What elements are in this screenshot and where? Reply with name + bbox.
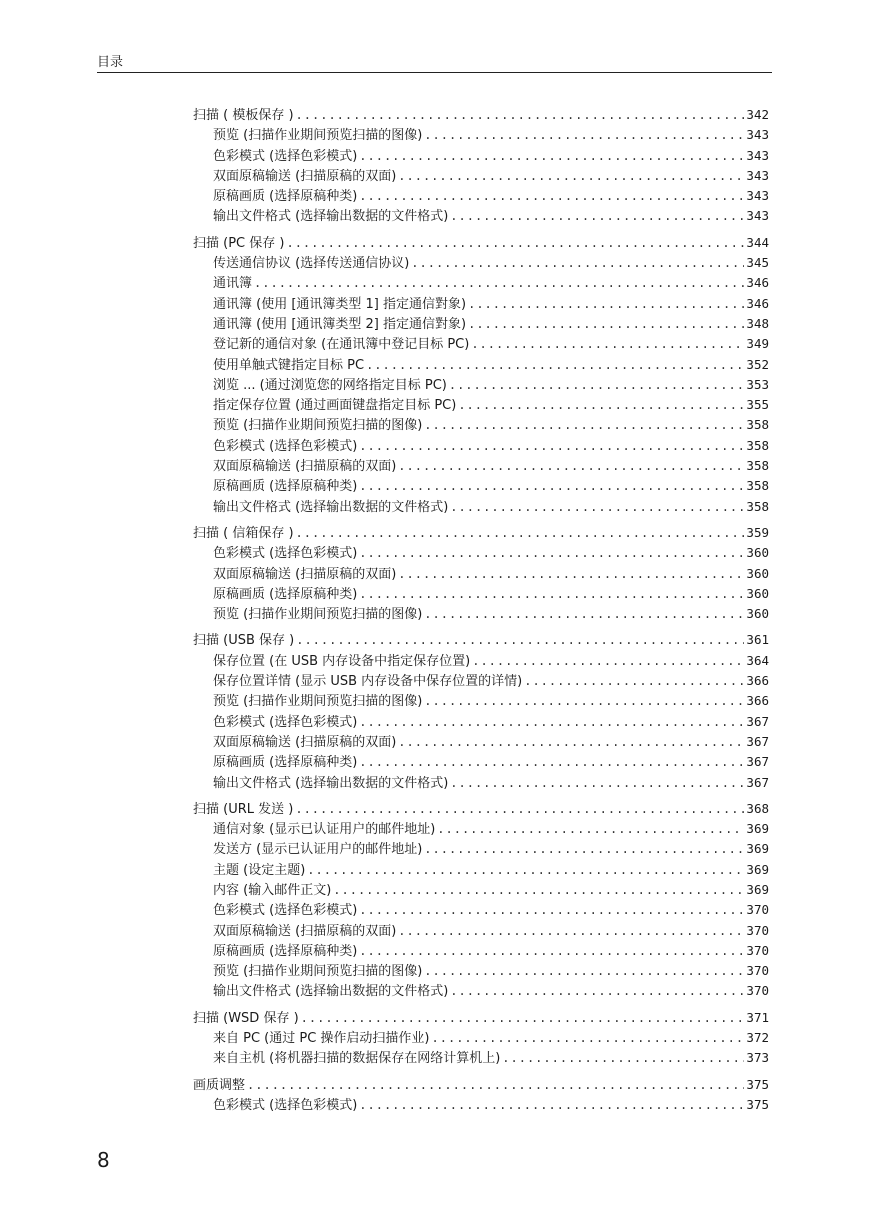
dot-leader	[359, 543, 744, 563]
toc-item[interactable]	[193, 253, 769, 273]
dot-leader	[398, 732, 744, 752]
toc-item-page-number: 369	[746, 881, 769, 897]
dot-leader	[398, 564, 744, 584]
toc-item-page-number: 358	[746, 437, 769, 453]
dot-leader	[449, 375, 745, 395]
toc-item[interactable]	[193, 294, 769, 314]
toc-item-page-number: 353	[746, 376, 769, 392]
toc-item-label: 色彩模式 (选择色彩模式)	[213, 148, 358, 164]
dot-leader	[437, 819, 744, 839]
toc-item[interactable]	[193, 415, 769, 435]
dot-leader	[472, 651, 744, 671]
toc-item-label: 通讯簿 (使用 [通讯簿类型 2] 指定通信對象)	[213, 316, 467, 332]
dot-leader	[502, 1048, 744, 1068]
toc-item-page-number: 360	[746, 606, 769, 622]
toc-item-label: 输出文件格式 (选择输出数据的文件格式)	[213, 499, 449, 515]
toc-item[interactable]	[193, 273, 769, 293]
toc-item-label: 双面原稿输送 (扫描原稿的双面)	[213, 923, 397, 939]
toc-item[interactable]	[193, 961, 769, 981]
toc-item[interactable]	[193, 456, 769, 476]
toc-item-label: 原稿画质 (选择原稿种类)	[213, 586, 358, 602]
toc-section-heading-label: 扫描 (USB 保存 )	[193, 633, 295, 649]
toc-section-heading-page-number: 361	[746, 632, 769, 648]
toc-section	[193, 233, 769, 517]
toc-item[interactable]	[193, 395, 769, 415]
header-rule	[97, 72, 772, 73]
toc-item-label: 预览 (扫描作业期间预览扫描的图像)	[213, 607, 423, 623]
toc-item[interactable]	[193, 1028, 769, 1048]
toc-item[interactable]	[193, 146, 769, 166]
toc-item[interactable]	[193, 543, 769, 563]
toc-section-heading[interactable]	[193, 233, 769, 253]
toc-item-page-number: 343	[746, 127, 769, 143]
toc-item-label: 双面原稿输送 (扫描原稿的双面)	[213, 168, 397, 184]
toc-item[interactable]	[193, 1048, 769, 1068]
toc-section	[193, 799, 769, 1002]
toc-section-heading-page-number: 375	[746, 1076, 769, 1092]
toc-item[interactable]	[193, 860, 769, 880]
toc-item-page-number: 352	[746, 356, 769, 372]
toc-item[interactable]	[193, 732, 769, 752]
dot-leader	[398, 166, 744, 186]
toc-item-label: 登记新的通信对象 (在通讯簿中登记目标 PC)	[213, 337, 470, 353]
toc-item[interactable]	[193, 941, 769, 961]
toc-item-page-number: 370	[746, 902, 769, 918]
toc-item-page-number: 360	[746, 585, 769, 601]
dot-leader	[247, 1075, 744, 1095]
toc-section-heading-label: 画质调整	[193, 1077, 246, 1093]
toc-item-page-number: 369	[746, 861, 769, 877]
dot-leader	[359, 1095, 744, 1115]
toc-item-label: 预览 (扫描作业期间预览扫描的图像)	[213, 128, 423, 144]
toc-item[interactable]	[193, 773, 769, 793]
toc-item-page-number: 343	[746, 147, 769, 163]
toc-item-label: 使用单触式键指定目标 PC	[213, 357, 365, 373]
toc-section-heading-page-number: 371	[746, 1009, 769, 1025]
toc-item[interactable]	[193, 691, 769, 711]
toc-item-label: 色彩模式 (选择色彩模式)	[213, 903, 358, 919]
dot-leader	[450, 773, 744, 793]
toc-section-heading-page-number: 344	[746, 234, 769, 250]
toc-item-label: 色彩模式 (选择色彩模式)	[213, 714, 358, 730]
dot-leader	[471, 334, 744, 354]
toc-section-heading-label: 扫描 ( 模板保存 )	[193, 108, 294, 123]
toc-item-page-number: 375	[746, 1096, 769, 1112]
toc-section-heading-page-number: 368	[746, 800, 769, 816]
toc-item-label: 来自主机 (将机器扫描的数据保存在网络计算机上)	[213, 1051, 501, 1067]
toc-section-heading[interactable]	[193, 523, 769, 543]
toc-item[interactable]	[193, 604, 769, 624]
dot-leader	[359, 941, 744, 961]
toc-item[interactable]	[193, 436, 769, 456]
toc-section	[193, 630, 769, 792]
toc-item-page-number: 358	[746, 458, 769, 474]
toc-item-label: 输出文件格式 (选择输出数据的文件格式)	[213, 775, 449, 791]
dot-leader	[359, 712, 744, 732]
toc-item-page-number: 348	[746, 315, 769, 331]
toc-item[interactable]	[193, 166, 769, 186]
toc-section-heading[interactable]	[193, 105, 769, 125]
toc-item-label: 通信对象 (显示已认证用户的邮件地址)	[213, 822, 436, 838]
dot-leader	[301, 1008, 745, 1028]
dot-leader	[398, 456, 744, 476]
toc-item-page-number: 372	[746, 1030, 769, 1046]
toc-item[interactable]	[193, 839, 769, 859]
toc-item-page-number: 343	[746, 167, 769, 183]
toc-item-label: 原稿画质 (选择原稿种类)	[213, 479, 358, 495]
toc-item-page-number: 370	[746, 942, 769, 958]
toc-item-page-number: 346	[746, 295, 769, 311]
toc-item-label: 原稿画质 (选择原稿种类)	[213, 189, 358, 205]
toc-item-label: 原稿画质 (选择原稿种类)	[213, 755, 358, 771]
dot-leader	[458, 395, 744, 415]
toc-item-label: 输出文件格式 (选择输出数据的文件格式)	[213, 209, 449, 225]
page-number: 8	[97, 1148, 110, 1172]
toc-item-label: 指定保存位置 (通过画面键盘指定目标 PC)	[213, 398, 457, 414]
toc-item-page-number: 367	[746, 774, 769, 790]
toc-item-page-number: 358	[746, 478, 769, 494]
dot-leader	[359, 900, 744, 920]
toc-section-heading-label: 扫描 (WSD 保存 )	[193, 1010, 299, 1026]
toc-item-page-number: 369	[746, 821, 769, 837]
dot-leader	[296, 630, 744, 650]
toc-item-label: 预览 (扫描作业期间预览扫描的图像)	[213, 694, 423, 710]
toc-item-label: 双面原稿输送 (扫描原稿的双面)	[213, 734, 397, 750]
dot-leader	[359, 186, 744, 206]
toc-item-label: 浏览 ... (通过浏览您的网络指定目标 PC)	[213, 377, 447, 393]
toc-item[interactable]	[193, 375, 769, 395]
dot-leader	[411, 253, 744, 273]
dot-leader	[359, 584, 744, 604]
toc-item-label: 发送方 (显示已认证用户的邮件地址)	[213, 842, 423, 858]
toc-item[interactable]	[193, 752, 769, 772]
toc-item[interactable]	[193, 819, 769, 839]
table-of-contents	[193, 105, 769, 1121]
toc-item-label: 色彩模式 (选择色彩模式)	[213, 1097, 358, 1113]
toc-item-label: 保存位置详情 (显示 USB 内存设备中保存位置的详情)	[213, 674, 523, 690]
dot-leader	[524, 671, 744, 691]
toc-item[interactable]	[193, 712, 769, 732]
dot-leader	[424, 415, 744, 435]
toc-item-label: 色彩模式 (选择色彩模式)	[213, 546, 358, 562]
dot-leader	[424, 604, 744, 624]
toc-item-label: 预览 (扫描作业期间预览扫描的图像)	[213, 418, 423, 434]
toc-item-page-number: 358	[746, 417, 769, 433]
toc-item-page-number: 349	[746, 336, 769, 352]
toc-item-page-number: 358	[746, 498, 769, 514]
toc-item[interactable]	[193, 334, 769, 354]
toc-item-label: 内容 (输入邮件正文)	[213, 882, 332, 898]
dot-leader	[424, 839, 744, 859]
toc-item-page-number: 346	[746, 275, 769, 291]
dot-leader	[295, 799, 744, 819]
dot-leader	[424, 125, 744, 145]
toc-section-heading-label: 扫描 (PC 保存 )	[193, 235, 285, 251]
toc-item-page-number: 364	[746, 652, 769, 668]
toc-item-page-number: 373	[746, 1050, 769, 1066]
toc-item-page-number: 360	[746, 545, 769, 561]
dot-leader	[432, 1028, 745, 1048]
toc-item-label: 色彩模式 (选择色彩模式)	[213, 438, 358, 454]
toc-item-page-number: 355	[746, 397, 769, 413]
toc-item-label: 主题 (设定主题)	[213, 862, 306, 878]
toc-item[interactable]	[193, 900, 769, 920]
dot-leader	[424, 691, 744, 711]
toc-item[interactable]	[193, 921, 769, 941]
dot-leader	[359, 436, 744, 456]
header-title: 目录	[97, 55, 124, 70]
toc-item[interactable]	[193, 671, 769, 691]
toc-item[interactable]	[193, 476, 769, 496]
toc-item-page-number: 360	[746, 565, 769, 581]
toc-item-label: 保存位置 (在 USB 内存设备中指定保存位置)	[213, 653, 471, 669]
toc-item-page-number: 367	[746, 733, 769, 749]
toc-section-heading[interactable]	[193, 799, 769, 819]
dot-leader	[424, 961, 744, 981]
toc-item-label: 输出文件格式 (选择输出数据的文件格式)	[213, 984, 449, 1000]
toc-item-page-number: 369	[746, 841, 769, 857]
toc-item[interactable]	[193, 314, 769, 334]
dot-leader	[254, 273, 744, 293]
toc-section-heading-label: 扫描 (URL 发送 )	[193, 801, 294, 817]
toc-item-label: 原稿画质 (选择原稿种类)	[213, 943, 358, 959]
dot-leader	[450, 497, 744, 517]
toc-item-page-number: 343	[746, 188, 769, 204]
toc-item-page-number: 366	[746, 693, 769, 709]
dot-leader	[333, 880, 744, 900]
toc-item-page-number: 370	[746, 963, 769, 979]
toc-section-heading-page-number: 342	[746, 107, 769, 122]
dot-leader	[398, 921, 744, 941]
toc-section	[193, 523, 769, 624]
dot-leader	[468, 294, 744, 314]
toc-section-heading-label: 扫描 ( 信箱保存 )	[193, 525, 294, 541]
dot-leader	[359, 476, 744, 496]
dot-leader	[286, 233, 744, 253]
toc-item-label: 通讯簿 (使用 [通讯簿类型 1] 指定通信對象)	[213, 296, 467, 312]
dot-leader	[296, 105, 745, 125]
dot-leader	[296, 523, 745, 543]
dot-leader	[468, 314, 744, 334]
toc-item[interactable]	[193, 125, 769, 145]
toc-item[interactable]	[193, 355, 769, 375]
toc-item-page-number: 367	[746, 754, 769, 770]
toc-section-heading[interactable]	[193, 1008, 769, 1028]
toc-item-label: 预览 (扫描作业期间预览扫描的图像)	[213, 964, 423, 980]
toc-item[interactable]	[193, 981, 769, 1001]
toc-item[interactable]	[193, 651, 769, 671]
dot-leader	[359, 146, 744, 166]
toc-item[interactable]	[193, 1095, 769, 1115]
toc-item-label: 双面原稿输送 (扫描原稿的双面)	[213, 459, 397, 475]
toc-item[interactable]	[193, 880, 769, 900]
toc-section-heading-page-number: 359	[746, 524, 769, 540]
toc-item[interactable]	[193, 584, 769, 604]
dot-leader	[450, 206, 744, 226]
toc-item-label: 通讯簿	[213, 276, 253, 292]
dot-leader	[366, 355, 744, 375]
toc-section-heading[interactable]	[193, 630, 769, 650]
toc-section	[193, 105, 769, 227]
toc-item-page-number: 367	[746, 713, 769, 729]
toc-item[interactable]	[193, 206, 769, 226]
toc-item[interactable]	[193, 564, 769, 584]
toc-item[interactable]	[193, 497, 769, 517]
dot-leader	[450, 981, 744, 1001]
toc-item-label: 双面原稿输送 (扫描原稿的双面)	[213, 566, 397, 582]
toc-item-page-number: 370	[746, 983, 769, 999]
toc-item[interactable]	[193, 186, 769, 206]
toc-item-page-number: 366	[746, 673, 769, 689]
dot-leader	[359, 752, 744, 772]
toc-item-page-number: 343	[746, 208, 769, 224]
toc-item-page-number: 345	[746, 255, 769, 271]
toc-item-label: 传送通信协议 (选择传送通信协议)	[213, 256, 410, 272]
toc-section	[193, 1075, 769, 1116]
toc-item-label: 来自 PC (通过 PC 操作启动扫描作业)	[213, 1031, 430, 1047]
dot-leader	[307, 860, 744, 880]
toc-section	[193, 1008, 769, 1069]
toc-section-heading[interactable]	[193, 1075, 769, 1095]
toc-item-page-number: 370	[746, 922, 769, 938]
